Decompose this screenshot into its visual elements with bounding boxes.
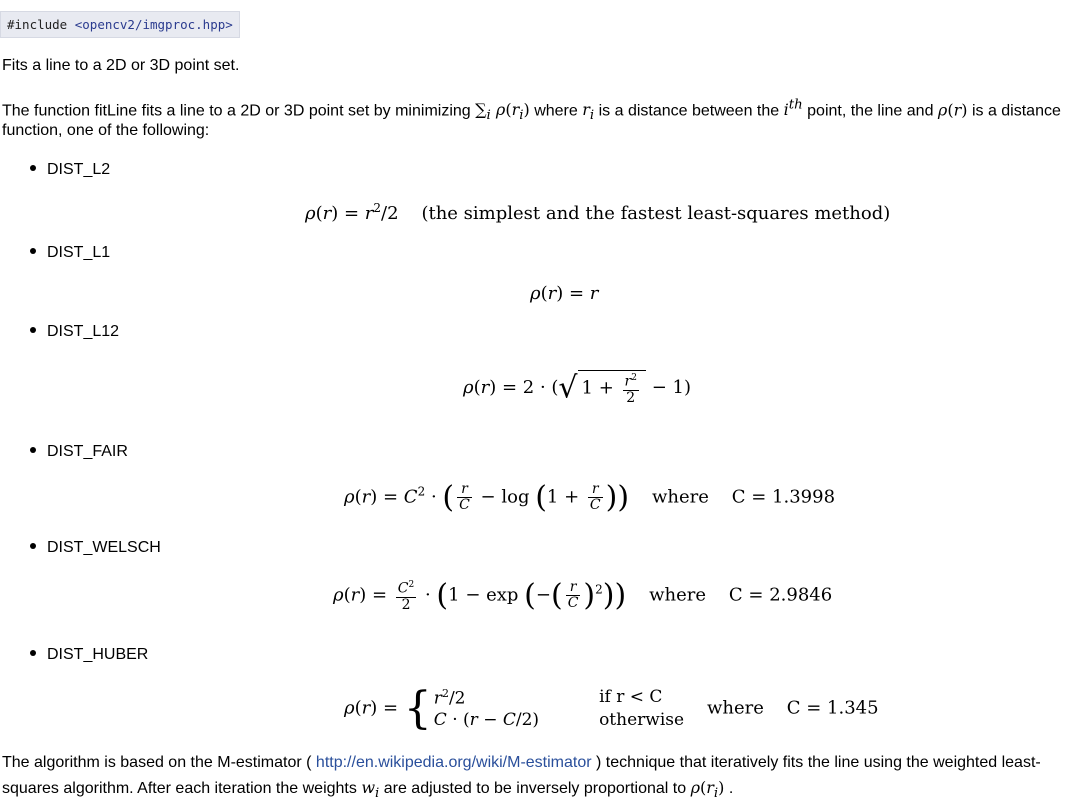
list-item-dist-welsch: DIST_WELSCH	[30, 538, 161, 558]
equation-dist-welsch: ρ(r) = $\frac{C^2}{2}$ · (1 − exp (−( $\frac{r}{C}$ )$^2$)) where C = 2.9846	[333, 578, 833, 613]
footer-line-2: squares algorithm. After each iteration the weights $w_i$ are adjusted to be inversely proportional to $\rho(r_i)$ .	[2, 778, 734, 802]
bullet-icon	[30, 327, 36, 333]
list-item-dist-l2: DIST_L2	[30, 160, 110, 180]
bullet-icon	[30, 543, 36, 549]
equation-dist-fair: $\rho(r) = C^2$ · ( $\frac{r}{C}$ − log (1 + $\frac{r}{C}$ )) where C = 1.3998	[344, 480, 836, 515]
sum-formula: $\sum_i$ $\rho(r_i)$	[475, 100, 530, 124]
description-line-2: function, one of the following:	[2, 122, 210, 139]
include-directive: #include	[7, 17, 68, 32]
bullet-icon	[30, 650, 36, 656]
description-line-1: The function fitLine fits a line to a 2D or 3D point set by minimizing $\sum_i$ $\rho(r_i)$ where $r_i$ is a distance between the $i^{th}$ point, the line and ρ(r) is a distance	[2, 98, 1061, 124]
list-item-dist-huber: DIST_HUBER	[30, 645, 148, 665]
equation-dist-l1: ρ(r) = r	[530, 283, 599, 304]
bullet-icon	[30, 248, 36, 254]
m-estimator-link[interactable]: http://en.wikipedia.org/wiki/M-estimator	[315, 754, 592, 771]
rho-r-i-symbol: $\rho(r_i)$	[690, 778, 725, 802]
equation-dist-huber: ρ(r) = { $r^2/2$ if r < C C · (r − C/2) otherwise where C = 1.345	[344, 683, 879, 734]
rho-r-symbol: ρ(r)	[937, 100, 968, 120]
bullet-icon	[30, 165, 36, 171]
r-i-symbol: $r_i$	[582, 100, 595, 124]
bullet-icon	[30, 447, 36, 453]
list-item-dist-l1: DIST_L1	[30, 243, 110, 263]
list-item-dist-l12: DIST_L12	[30, 322, 119, 342]
i-th-symbol: $i^{th}$	[783, 98, 803, 120]
brief-description: Fits a line to a 2D or 3D point set.	[2, 57, 240, 74]
include-header: <opencv2/imgproc.hpp>	[74, 17, 233, 32]
list-item-dist-fair: DIST_FAIR	[30, 442, 128, 462]
include-code-block	[0, 11, 240, 38]
equation-dist-l12: ρ(r) = 2 · (√ 1 + $\frac{r^2}{2}$ − 1)	[463, 370, 691, 406]
equation-dist-l2: $\rho(r) = r^2/2$ (the simplest and the fastest least-squares method)	[305, 201, 891, 224]
w-i-symbol: $w_i$	[361, 778, 380, 802]
footer-line-1: The algorithm is based on the M-estimator ( http://en.wikipedia.org/wiki/M-estimator ) technique that iteratively fits the line using the weighted least-	[2, 754, 1041, 771]
